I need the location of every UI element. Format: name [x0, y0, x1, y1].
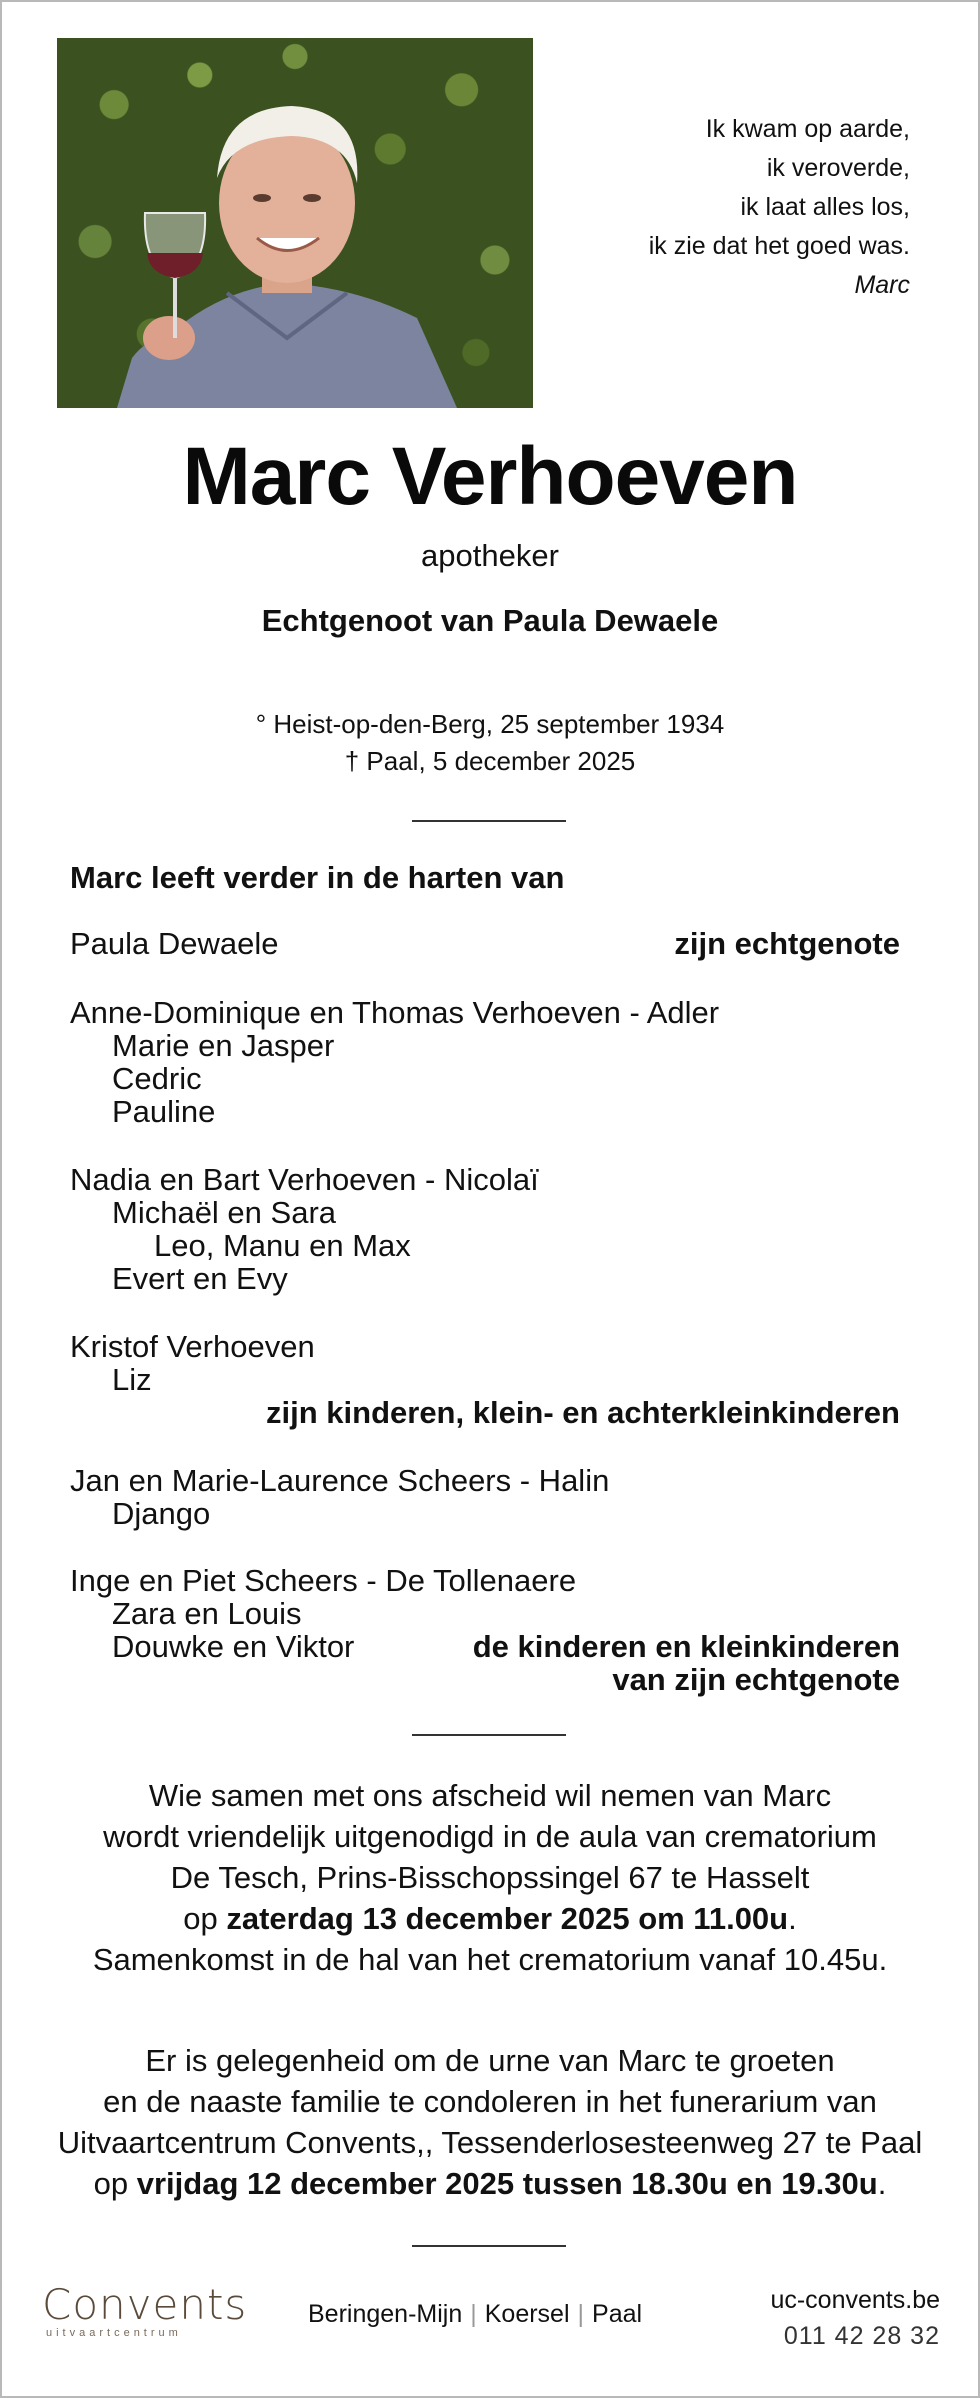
memorial-quote [649, 110, 910, 305]
viewing-date-line [0, 2163, 980, 2204]
family-member: Evert en Evy [112, 1261, 288, 1296]
family-member: Leo, Manu en Max [154, 1228, 411, 1263]
quote-line: ik veroverde, [766, 154, 910, 182]
logo-main: Convents [42, 2280, 248, 2329]
family-member: Kristof Verhoeven [70, 1329, 315, 1364]
family-heading: Marc leeft verder in de harten van [70, 860, 565, 895]
portrait-photo [57, 38, 533, 408]
family-member: Michaël en Sara [112, 1195, 337, 1230]
location: Beringen-Mijn [308, 2300, 463, 2328]
ceremony-line: Samenkomst in de hal van het crematorium vanaf 10.45u. [92, 1942, 888, 1977]
portrait-illustration [57, 38, 533, 408]
family-member: Liz [112, 1362, 152, 1397]
profession: apotheker [421, 538, 559, 573]
family-member: Marie en Jasper [112, 1028, 335, 1063]
family-member: Douwke en Viktor [112, 1629, 355, 1664]
ceremony-line: De Tesch, Prins-Bisschopssingel 67 te Hasselt [170, 1860, 810, 1895]
birth-date: ° Heist-op-den-Berg, 25 september 1934 [255, 709, 725, 739]
ceremony-date: zaterdag 13 december 2025 om 11.00u [226, 1901, 789, 1936]
location: Paal [592, 2300, 643, 2328]
family-member: Django [112, 1496, 211, 1531]
life-dates [0, 706, 980, 780]
family-group [70, 996, 900, 1128]
family-group [70, 1163, 900, 1295]
quote-line: ik laat alles los, [740, 193, 910, 221]
death-date: † Paal, 5 december 2025 [344, 746, 636, 776]
website-link[interactable]: uc-convents.be [770, 2286, 940, 2314]
divider [412, 820, 566, 822]
ceremony-info [0, 1775, 980, 1980]
viewing-line: en de naaste familie te condoleren in het funerarium van [103, 2084, 877, 2119]
separator: | [470, 2300, 477, 2328]
separator: | [577, 2300, 585, 2328]
locations [308, 2300, 642, 2329]
family-member: Cedric [112, 1061, 202, 1096]
family-member: Zara en Louis [112, 1596, 302, 1631]
text: op [183, 1901, 227, 1936]
family-member: Paula Dewaele [70, 926, 279, 961]
deceased-name: Marc Verhoeven [182, 431, 798, 522]
quote-signature: Marc [854, 271, 910, 299]
relation-label: zijn kinderen, klein- en achterkleinkinderen [266, 1395, 900, 1430]
family-spouse [70, 927, 900, 960]
logo-sub: uitvaartcentrum [46, 2327, 182, 2339]
ceremony-line: wordt vriendelijk uitgenodigd in de aula van crematorium [103, 1819, 877, 1854]
relation-label: zijn echtgenote [674, 926, 900, 961]
quote-line: Ik kwam op aarde, [705, 115, 910, 143]
family-member: Pauline [112, 1094, 216, 1129]
relation-line: van zijn echtgenote [612, 1662, 900, 1697]
quote-line: ik zie dat het goed was. [648, 232, 910, 260]
viewing-info [0, 2040, 980, 2204]
ceremony-line: Wie samen met ons afscheid wil nemen van Marc [148, 1778, 832, 1813]
text: . [877, 2166, 887, 2201]
relation-label [473, 1630, 900, 1696]
family-member: Anne-Dominique en Thomas Verhoeven - Adler [70, 995, 720, 1030]
family-member: Nadia en Bart Verhoeven - Nicolaï [70, 1162, 539, 1197]
contact [770, 2282, 940, 2354]
text: op [93, 2166, 137, 2201]
viewing-date: vrijdag 12 december 2025 tussen 18.30u en 19.30u [136, 2166, 878, 2201]
footer [0, 2270, 980, 2370]
family-member: Inge en Piet Scheers - De Tollenaere [70, 1563, 577, 1598]
divider [412, 2245, 566, 2247]
family-group [70, 1464, 900, 1530]
relation-line: de kinderen en kleinkinderen [472, 1629, 900, 1664]
spouse-line: Echtgenoot van Paula Dewaele [261, 603, 719, 638]
family-group [70, 1330, 900, 1396]
divider [412, 1734, 566, 1736]
phone-number: 011 42 28 32 [783, 2322, 940, 2350]
company-logo [42, 2280, 247, 2339]
ceremony-date-line [0, 1898, 980, 1939]
viewing-line: Er is gelegenheid om de urne van Marc te groeten [145, 2043, 835, 2078]
location: Koersel [484, 2300, 570, 2328]
family-member: Jan en Marie-Laurence Scheers - Halin [70, 1463, 610, 1498]
viewing-line: Uitvaartcentrum Convents,, Tessenderlosesteenweg 27 te Paal [57, 2125, 923, 2160]
text: . [788, 1901, 797, 1936]
